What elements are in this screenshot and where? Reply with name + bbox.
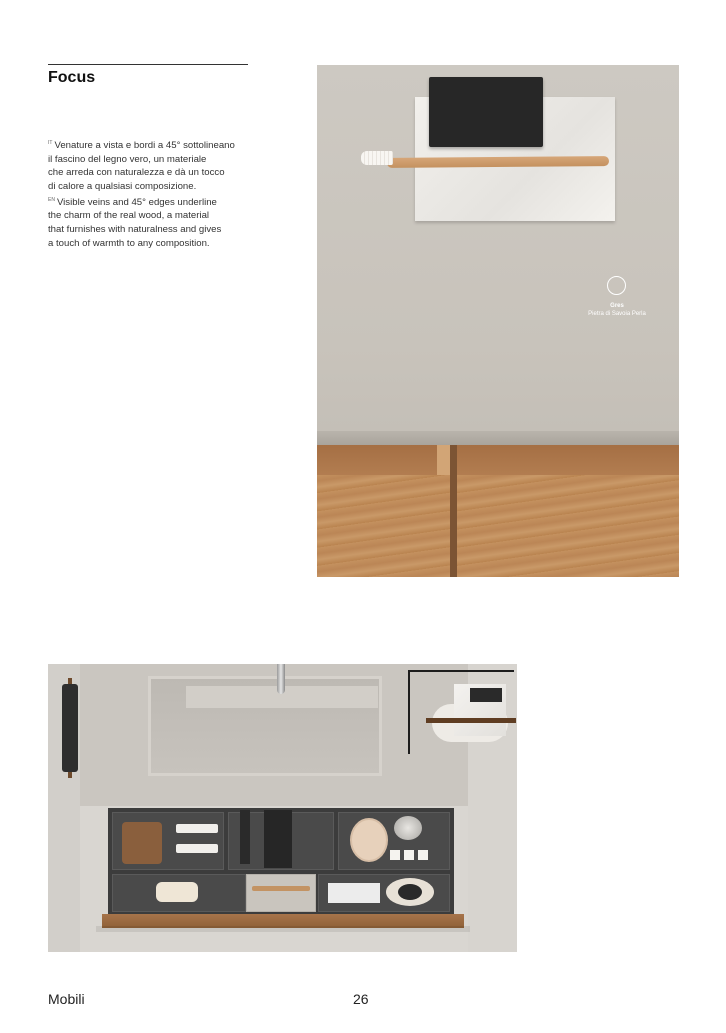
wood-45-degree-edge	[450, 445, 457, 577]
toothbrush-head	[361, 151, 393, 165]
wood-top-rail	[317, 445, 679, 475]
english-line-2: the charm of the real wood, a material	[48, 210, 210, 222]
hair-brush	[264, 810, 292, 868]
wooden-brush	[252, 886, 310, 891]
italian-line-4: di calore a qualsiasi composizione.	[48, 180, 197, 192]
title-rule	[48, 64, 248, 65]
detail-photo-wood-stone	[317, 65, 679, 577]
rack-soap	[470, 688, 502, 702]
drawer-shadow	[96, 926, 470, 932]
soap-pieces	[390, 850, 430, 860]
faucet	[277, 664, 285, 694]
english-line-3: that furnishes with naturalness and gives	[48, 223, 222, 235]
lang-marker-it: IT	[48, 140, 53, 146]
drawer-compartment	[246, 874, 316, 912]
oval-soap-dish	[350, 818, 388, 862]
circle-icon	[607, 276, 626, 295]
lang-marker-en: EN	[48, 196, 55, 203]
italian-line-1: $^{IT}$ Venature a vista e bordi a 45° sottolineano	[48, 140, 235, 152]
product-box	[328, 883, 380, 903]
english-line-4: a touch of warmth to any composition.	[48, 237, 210, 249]
comb	[240, 810, 250, 864]
cream-tube	[176, 824, 218, 833]
round-soap	[398, 884, 422, 900]
loofah	[156, 882, 198, 902]
page-number: 26	[353, 991, 369, 1007]
description-text	[48, 137, 258, 250]
towel	[62, 684, 78, 772]
cream-tube	[176, 844, 218, 853]
toothbrush-handle	[387, 156, 609, 168]
black-soap-bar	[429, 77, 543, 147]
wood-panel-left	[317, 475, 450, 577]
italian-line-3: che arreda con naturalezza e dà un tocco	[48, 167, 225, 179]
italian-line-2: il fascino del legno vero, un materiale	[48, 153, 207, 165]
stone-top-edge	[317, 431, 679, 445]
material-name: Gres	[610, 303, 624, 309]
wood-panel-right	[457, 475, 679, 577]
rack-wood-bar	[426, 718, 516, 723]
english-line-1: $^{EN}$ Visible veins and 45° edges underline	[48, 196, 217, 208]
page-title: Focus	[48, 69, 96, 86]
footer-section: Mobili	[48, 991, 85, 1007]
wood-edge-highlight	[437, 445, 450, 475]
material-variant: Pietra di Savoia Perla	[588, 311, 646, 317]
leather-pouch	[122, 822, 162, 864]
glass-jar	[394, 816, 422, 840]
overhead-photo-vanity-drawer	[48, 664, 517, 952]
material-label	[567, 302, 667, 318]
